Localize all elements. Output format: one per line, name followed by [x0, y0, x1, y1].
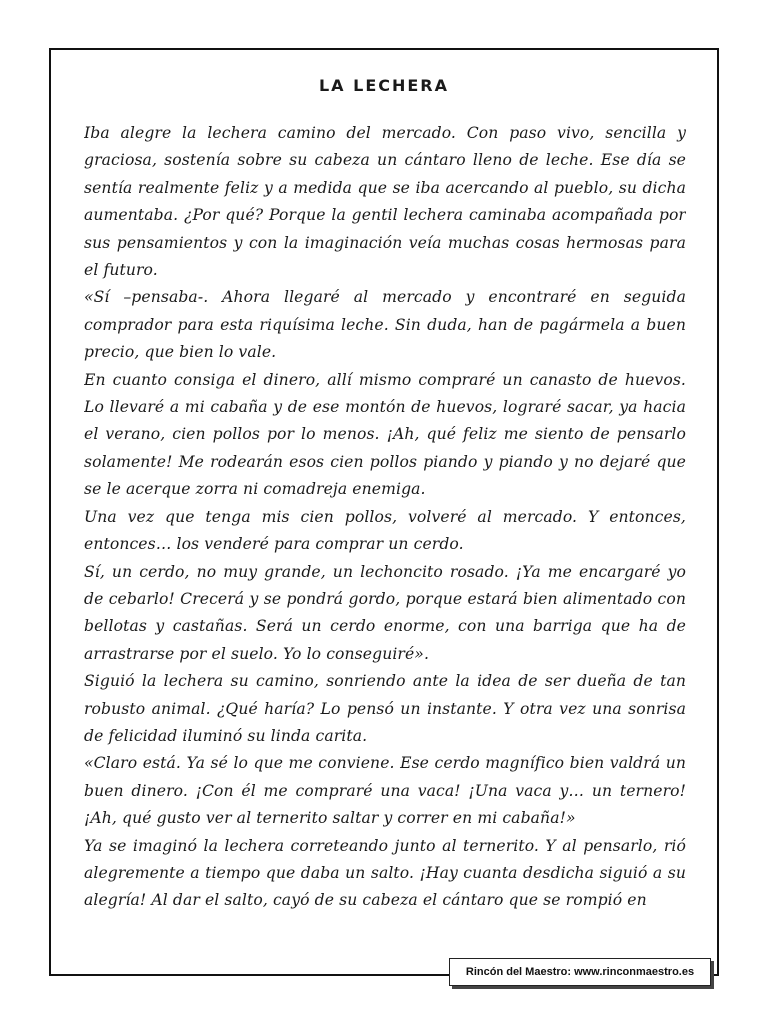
paragraph-5: Sí, un cerdo, no muy grande, un lechoncito rosado. ¡Ya me encargaré yo de cebarlo! Crecerá y se pondrá gordo, porque estará bien alimentado con bellotas y castañas. Será un cerdo enorme, con una barriga que ha de arrastrarse por el suelo. Yo lo conseguiré». [84, 562, 686, 663]
paragraph-7: «Claro está. Ya sé lo que me conviene. Ese cerdo magnífico bien valdrá un buen dinero. ¡Con él me compraré una vaca! ¡Una vaca y… un ternero! ¡Ah, qué gusto ver al ternerito saltar y correr en mi cabaña!» [84, 754, 686, 828]
paragraph-2: «Sí –pensaba-. Ahora llegaré al mercado y encontraré en seguida comprador para esta riquísima leche. Sin duda, han de pagármela a buen precio, que bien lo vale. [84, 288, 686, 362]
paragraph-6: Siguió la lechera su camino, sonriendo ante la idea de ser dueña de tan robusto animal. ¿Qué haría? Lo pensó un instante. Y otra vez una sonrisa de felicidad iluminó su linda carita. [84, 672, 686, 745]
paragraph-8: Ya se imaginó la lechera correteando junto al ternerito. Y al pensarlo, rió alegremente a tiempo que daba un salto. ¡Hay cuanta desdicha siguió a su alegría! Al dar el salto, cayó de su cabeza el cántaro que se rompió en [84, 836, 686, 910]
paragraph-3: En cuanto consiga el dinero, allí mismo compraré un canasto de huevos. Lo llevaré a mi cabaña y de ese montón de huevos, lograré sacar, ya hacia el verano, cien pollos por lo menos. ¡Ah, qué feliz me siento de pensarlo solamente! Me rodearán esos cien pollos piando y piando y no dejaré que se le acerque zorra ni comadreja enemiga. [84, 370, 686, 499]
footer-credit [449, 958, 711, 986]
story-body [84, 120, 686, 932]
paragraph-4: Una vez que tenga mis cien pollos, volveré al mercado. Y entonces, entonces… los venderé para comprar un cerdo. [84, 507, 686, 554]
document-title: LA LECHERA [318, 76, 450, 95]
paragraph-1: Iba alegre la lechera camino del mercado. Con paso vivo, sencilla y graciosa, sostenía sobre su cabeza un cántaro lleno de leche. Ese día se sentía realmente feliz y a medida que se iba acercando al pueblo, su dicha aumentaba. ¿Por qué? Porque la gentil lechera caminaba acompañada por sus pensamientos y con la imaginación veía muchas cosas hermosas para el futuro. [84, 124, 686, 280]
footer-credit-text: Rincón del Maestro: www.rinconmaestro.es [465, 966, 695, 978]
